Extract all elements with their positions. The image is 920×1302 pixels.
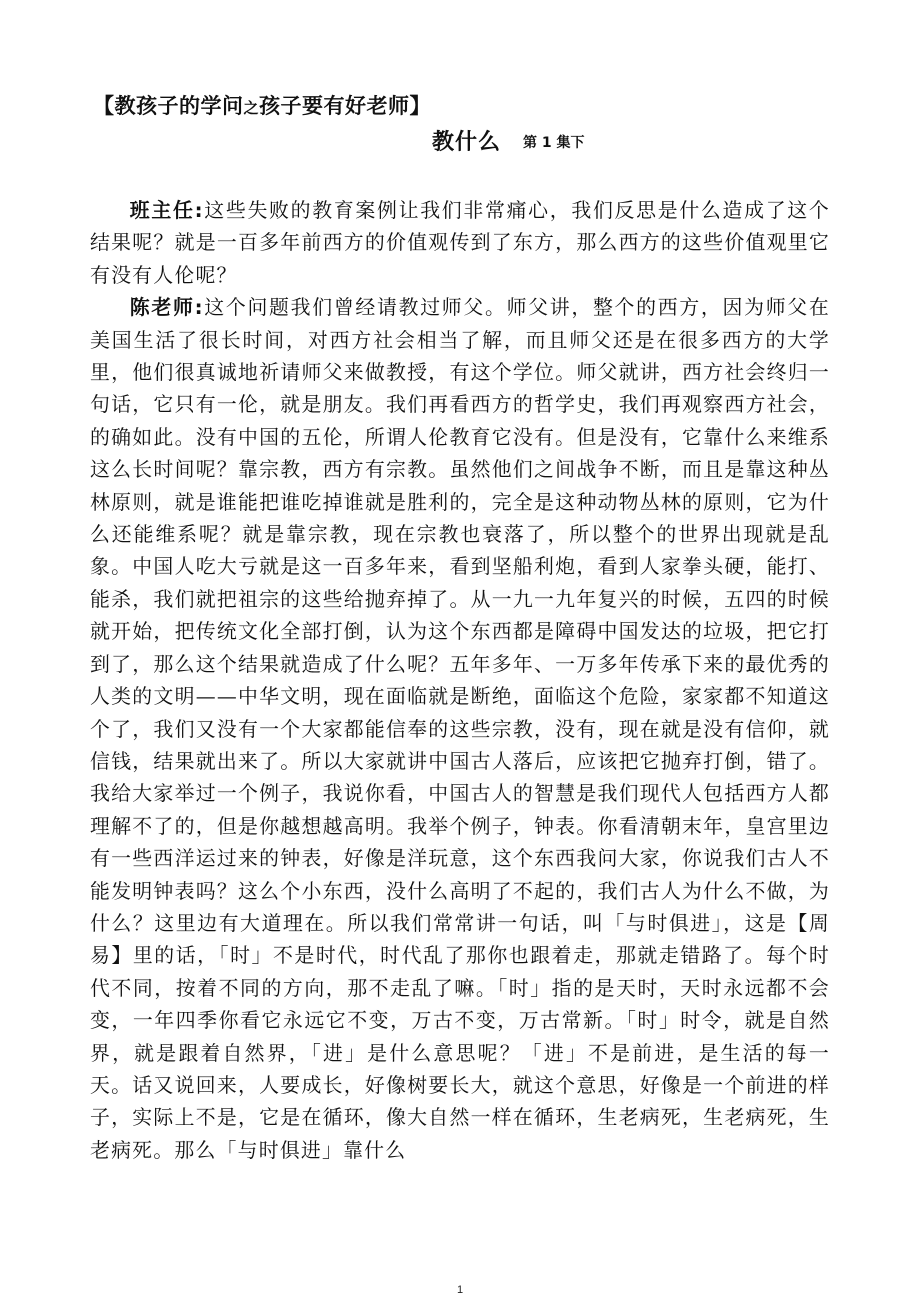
paragraph-2 [90,292,830,1167]
document-title [93,90,431,120]
speaker-name: 陈老师 [129,296,195,320]
paragraph-text: 这个问题我们曾经请教过师父。师父讲，整个的西方，因为师父在美国生活了很长时间，对西方社会相当了解，而且师父还是在很多西方的大学里，他们很真诚地祈请师父来做教授，有这个学位。师父就讲，西方社会终归一句话，它只有一伦，就是朋友。我们再看西方的哲学史，我们再观察西方社会，的确如此。没有中国的五伦，所谓人伦教育它没有。但是没有，它靠什么来维系这么长时间呢？靠宗教，西方有宗教。虽然他们之间战争不断，而且是靠这种丛林原则，就是谁能把谁吃掉谁就是胜利的，完全是这种动物丛林的原则，它为什么还能维系呢？就是靠宗教，现在宗教也衰落了，所以整个的世界出现就是乱象。中国人吃大亏就是这一百多年来，看到坚船利炮，看到人家拳头硬，能打、能杀，我们就把祖宗的这些给抛弃掉了。从一九一九年复兴的时候，五四的时候就开始，把传统文化全部打倒，认为这个东西都是障碍中国发达的垃圾，把它打到了，那么这个结果就造成了什么呢？五年多年、一万多年传承下来的最优秀的人类的文明——中华文明，现在面临就是断绝，面临这个危险，家家都不知道这个了，我们又没有一个大家都能信奉的这些宗教，没有，现在就是没有信仰，就信钱，结果就出来了。所以大家就讲中国古人落后，应该把它抛弃打倒，错了。我给大家举过一个例子，我说你看，中国古人的智慧是我们现代人包括西方人都理解不了的，但是你越想越高明。我举个例子，钟表。你看清朝末年，皇宫里边有一些西洋运过来的钟表，好像是洋玩意，这个东西我问大家，你说我们古人不能发明钟表吗？这么个小东西，没什么高明了不起的，我们古人为什么不做，为什么？这里边有大道理在。所以我们常常讲一句话，叫「与时俱进」，这是【周易】里的话，「时」不是时代，时代乱了那你也跟着走，那就走错路了。每个时代不同，按着不同的方向，那不走乱了嘛。「时」指的是天时，天时永远都不会变，一年四季你看它永远它不变，万古不变，万古常新。「时」时令，就是自然界，就是跟着自然界，「进」是什么意思呢？「进」不是前进，是生活的每一天。话又说回来，人要成长，好像树要长大，就这个意思，好像是一个前进的样子，实际上不是，它是在循环，像大自然一样在循环，生老病死，生老病死，生老病死。那么「与时俱进」靠什么 [90,296,830,1162]
episode-label: 第 1 集下 [523,135,585,151]
paragraph-1 [90,195,830,292]
speaker-name: 班主任 [129,199,195,222]
subtitle-row [432,125,585,156]
paragraph-text: 这些失败的教育案例让我们非常痛心，我们反思是什么造成了这个结果呢？就是一百多年前西方的价值观传到了东方，那么西方的这些价值观里它有没有人伦呢？ [90,199,830,287]
body-text [90,195,830,1167]
page-number: 1 [456,1284,464,1296]
title-prefix: 【教孩子的学问 [93,94,244,118]
speaker-colon: : [194,199,204,222]
title-suffix: 孩子要有好老师】 [259,94,432,118]
subtitle: 教什么 [432,130,502,155]
speaker-colon: : [194,296,204,320]
title-zhi: 之 [243,99,260,117]
